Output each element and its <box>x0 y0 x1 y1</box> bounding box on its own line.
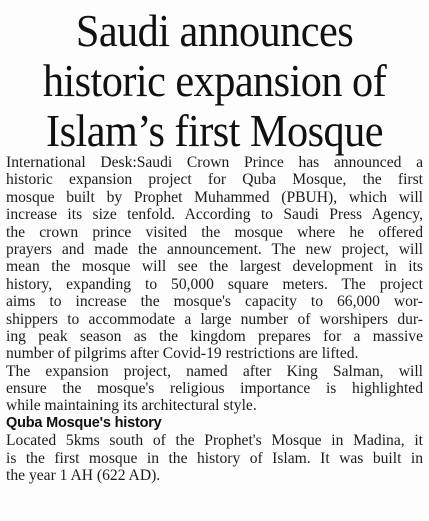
body-line: Located 5kms south of the Prophet's Mosque in Madina, it <box>6 432 423 450</box>
body-line: is the first mosque in the history of Islam. It was built in <box>6 449 423 467</box>
body-line: increase its size tenfold. According to Saudi Press Agency, <box>6 206 423 224</box>
headline-line-2: historic expansion of <box>42 55 387 106</box>
body-line: shippers to accommodate a large number of worshipers dur- <box>6 310 423 328</box>
headline <box>17 6 412 156</box>
headline-line-3: Islam’s first Mosque <box>46 105 383 156</box>
body-line: while maintaining its architectural style. <box>6 397 257 415</box>
body-line: ensure the mosque's religious importance is highlighted <box>6 380 423 398</box>
section-subheading: Quba Mosque's history <box>6 414 162 431</box>
body-line: prayers and made the announcement. The new project, will <box>6 240 423 258</box>
body-line: International Desk:Saudi Crown Prince has announced a <box>6 154 423 171</box>
body-line: the year 1 AH (622 AD). <box>6 467 161 485</box>
paragraph-expansion <box>6 363 423 415</box>
body-line: mosque built by Prophet Muhammed (PBUH), which will <box>6 188 423 206</box>
body-line: The expansion project, named after King Salman, will <box>6 362 423 380</box>
paragraph-intro <box>6 154 423 363</box>
body-line: the crown prince visited the mosque where he offered <box>6 223 423 241</box>
headline-line-1: Saudi announces <box>75 5 354 56</box>
body-line: ing peak season as the kingdom prepares for a massive <box>6 327 423 345</box>
body-line: historic expansion project for Quba Mosque, the first <box>6 171 423 189</box>
article-body <box>6 154 423 484</box>
body-line: mean the mosque will see the largest development in its <box>6 258 423 276</box>
paragraph-history <box>6 432 423 484</box>
body-line: aims to increase the mosque's capacity to 66,000 wor- <box>6 293 423 311</box>
body-line: number of pilgrims after Covid-19 restrictions are lifted. <box>6 345 359 363</box>
body-line: history, expanding to 50,000 square meters. The project <box>6 275 423 293</box>
